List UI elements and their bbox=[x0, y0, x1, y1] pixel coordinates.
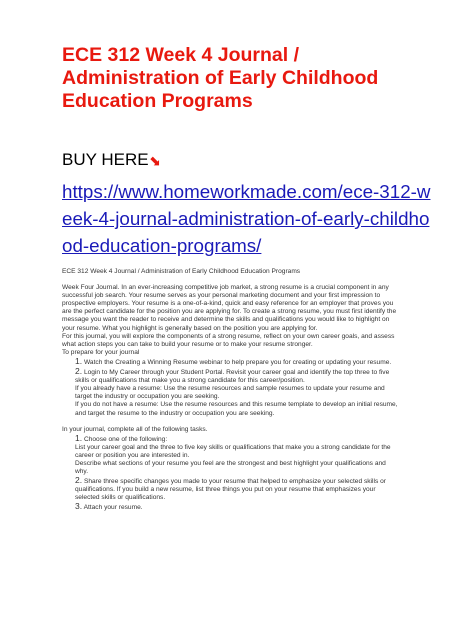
list-subitem: List your career goal and the three to five key skills or qualifications that make you a strong candidate for the career or position you are interested in. bbox=[75, 443, 391, 459]
intro-paragraph-2: For this journal, you will explore the components of a strong resume, reflect on your own career goals, and assess what action steps you can take to build your resume or to make your resume stronger. bbox=[62, 332, 395, 348]
tasks-heading: In your journal, complete all of the following tasks. bbox=[62, 425, 208, 433]
body-heading: ECE 312 Week 4 Journal / Administration of Early Childhood Education Programs bbox=[62, 268, 301, 275]
buy-here-label bbox=[62, 150, 160, 170]
list-item: 1. Choose one of the following: bbox=[75, 432, 168, 443]
purchase-link[interactable]: https://www.homeworkmade.com/ece-312-week-4-journal-administration-of-early-childhood-education-programs/ bbox=[62, 181, 431, 256]
document-body bbox=[62, 268, 398, 513]
document-title: ECE 312 Week 4 Journal / Administration of Early Childhood Education Programs bbox=[62, 44, 379, 112]
list-item: 1. Watch the Creating a Winning Resume webinar to help prepare you for creating or updating your resume. bbox=[75, 355, 392, 366]
list-subitem: If you do not have a resume: Use the resume resources and this resume template to develop an initial resume, and target the resume to the industry or occupation you are seeking. bbox=[75, 401, 398, 417]
list-subitem: Describe what sections of your resume you feel are the strongest and best highlight your qualifications and why. bbox=[75, 459, 386, 476]
list-item: 2. Share three specific changes you made to your resume that helped to emphasize your selected skills or qualifications. If you build a new resume, list three things you put on your resume that emphasizes your selected skills or qualifications. bbox=[75, 475, 386, 502]
list-item: 2. Login to My Career through your Student Portal. Revisit your career goal and identify the top three to five skills or qualifications that make you a strong candidate for this career/position. bbox=[75, 366, 390, 385]
list-item: 3. Attach your resume. bbox=[75, 501, 143, 512]
list-subitem: If you already have a resume: Use the resume resources and sample resumes to update your resume and target the industry or occupation you are seeking. bbox=[75, 385, 385, 401]
intro-paragraph: Week Four Journal. In an ever-increasing competitive job market, a strong resume is a crucial component in any successful job search. Your resume serves as your personal marketing document and your first impression to prospective employers. Your resume is a one-of-a-kind, quick and easy reference for an employer that proves you are the perfect candidate for the position you are applying for. To create a strong resume, you must first identify the message you want the reader to receive and determine the skills and qualifications you would like to highlight on your resume. What you highlight is generally based on the position you are applying for. bbox=[62, 284, 397, 332]
prepare-heading: To prepare for your journal bbox=[62, 348, 140, 356]
buy-here-text: BUY HERE bbox=[62, 150, 149, 169]
arrow-down-right-icon: ⬊ bbox=[148, 152, 161, 168]
